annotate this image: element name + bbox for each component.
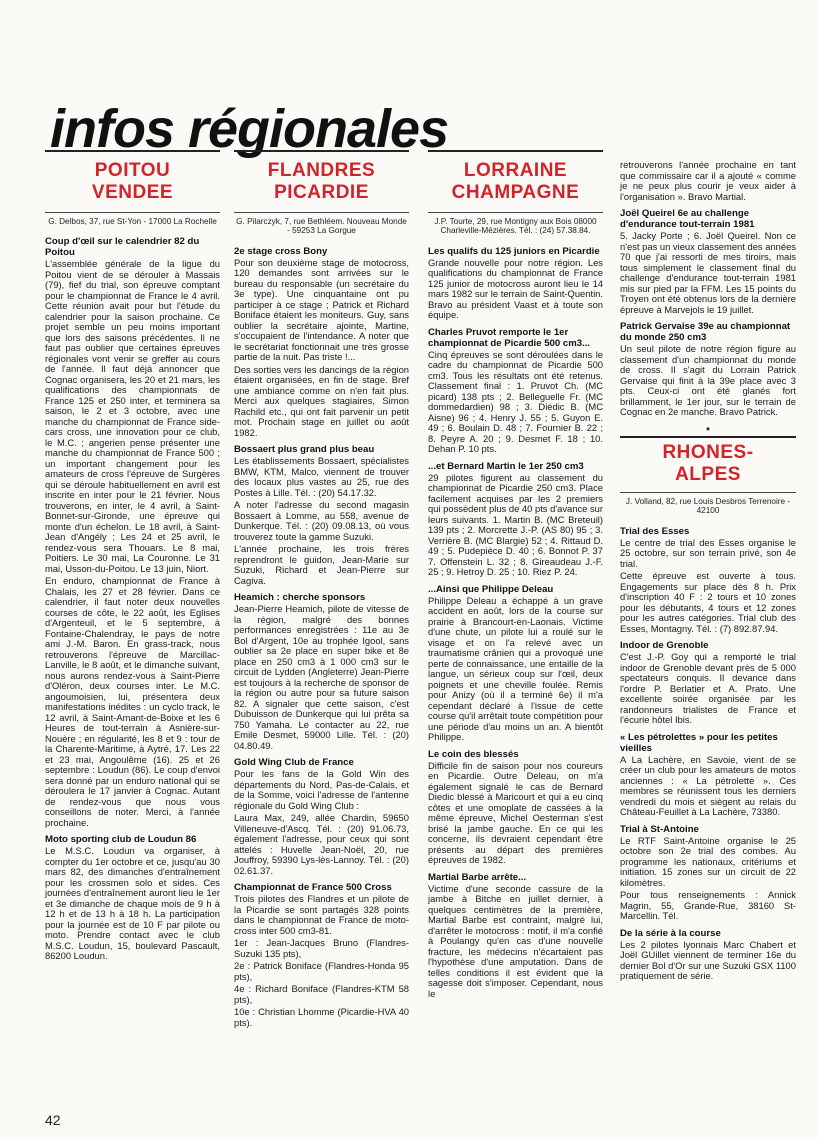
column-lorraine-champagne	[428, 150, 603, 1001]
article-heading: « Les pétrolettes » pour les petites vieilles	[620, 731, 778, 754]
article-heading: Les qualifs du 125 juniors en Picardie	[428, 245, 600, 257]
article-heading: Moto sporting club de Loudun 86	[45, 834, 197, 846]
article-heading: Charles Pruvot remporte le 1er championnat de Picardie 500 cm3...	[428, 326, 591, 349]
region-line: PICARDIE	[274, 182, 369, 203]
divider	[428, 150, 603, 152]
article-paragraph: A La Lachère, en Savoie, vient de se créer un club pour les amateurs de motos anciennes : « La pétrolette ». Ces membres se réunissent tous les derniers vendredi du mois et siègent au relais du Château-Feuillet à La Lachère, 73380.	[620, 753, 796, 818]
article-paragraph: Philippe Deleau a échappé à un grave accident en août, lors de la course sur prairie à Brancourt-en-Laonais. Victime d'une chute, un pilote lui a roulé sur le visage et on l'a relevé avec un traumatisme crânien qui a provoqué une perte de connaissance, une entaille de la langue, un sérieux coup sur l'œil, deux poignets et une cheville foulée. Remis pour Anizy (où il a terminé 6e) il m'a cependant déclaré à l'issue de cette course qu'il arrêtait toute compétition pour une période d'au moins un an. A bientôt Philippe.	[428, 594, 603, 743]
page-title: infos régionales	[50, 99, 449, 159]
region-line: ALPES	[675, 464, 741, 485]
article-paragraph: Pour son deuxième stage de motocross, 120 demandes sont arrivées sur le bureau du responsable (un secrétaire du 3e type). Une cinquantaine ont pu participer à ce stage ; Patrick et Richard Boniface étaient les moniteurs. Guy, sans oublier la secrétaire ajointe, Martine, s'occupaient de l'intendance. A noter que le secrétariat fonctionnait une très grosse partie de la nuit. Pas triste !...	[234, 256, 409, 363]
article-heading: Martial Barbe arrête...	[428, 871, 527, 883]
article-paragraph: A noter l'adresse du second magasin Bossaert à Lomme, au 558, avenue de Dunkerque. Tél. : (20) 09.08.13, où vous trouverez toute la gamme Suzuki.	[234, 499, 409, 542]
region-heading	[620, 442, 796, 486]
article-paragraph: Grande nouvelle pour notre région. Les qualifications du championnat de France 125 junior de motocross auront lieu le 14 mars 1982 sur le terrain de Saint-Quentin. Bravo au président Vaast et à toute son équipe.	[428, 256, 603, 321]
correspondent-contact: G. Delbos, 37, rue St-Yon - 17000 La Rochelle	[45, 212, 220, 226]
article-heading: 2e stage cross Bony	[234, 245, 328, 257]
region-heading	[45, 160, 220, 204]
article-paragraph: Cette épreuve est ouverte à tous. Engagements sur place dès 8 h. Prix d'inscription 40 F : 2 tours et 10 zones pour les débutants, 4 tours et 12 zones pour les autres catégories. Trial club des Esses, Montagny. Tél. : (7) 892.87.94.	[620, 570, 796, 634]
result-line: 2e : Patrick Boniface (Flandres-Honda 95 pts),	[234, 960, 409, 982]
region-line: CHAMPAGNE	[451, 182, 580, 203]
article-heading: Trial à St-Antoine	[620, 823, 699, 835]
result-line: 10e : Christian Lhomme (Picardie-HVA 40 pts).	[234, 1006, 409, 1028]
column-four	[620, 160, 796, 984]
article-paragraph: Des sorties vers les dancings de la région étaient organisées, en fin de stage. Bref une ambiance comme on n'en fait plus. Merci aux quelques stagiaires, Simon Rachild etc., qui ont fait parvenir un petit mot. Prochain stage en juillet ou août 1982.	[234, 363, 409, 438]
article-heading: Indoor de Grenoble	[620, 640, 709, 652]
region-line: LORRAINE	[463, 160, 568, 181]
divider	[620, 436, 796, 438]
article-heading: ...Ainsi que Philippe Deleau	[428, 583, 554, 595]
article-paragraph: Jean-Pierre Heamich, pilote de vitesse de la région, malgré des bonnes performances enregistrées : 11e au 3e Bol d'Argent, 10e au trophée Igool, sans oublier sa 2e place en super bike et 8e place en 250 cm3 à 1 000 cm3 sur le circuit de Lydden (Angleterre) Jean-Pierre est toujours à la recherche de sponsor de la région ou autre pour sa future saison 82. A signaler que cette saison, c'est Dubuisson de Dunkerque qui lui prêta sa 750 Yamaha. Le contacter au 22, rue Emile Desmet, 59000 Lille. Tél. : (20) 04.80.49.	[234, 603, 409, 751]
correspondent-contact: G. Pilarczyk, 7, rue Bethléem. Nouveau Monde - 59253 La Gorgue	[234, 212, 409, 236]
region-line: RHONES-	[662, 442, 754, 463]
column-flandres-picardie	[234, 150, 409, 1030]
region-heading	[234, 160, 409, 204]
separator-bullet: •	[705, 421, 711, 436]
article-paragraph: C'est J.-P. Goy qui a remporté le trial indoor de Grenoble devant près de 5 000 spectateurs conquis. Il devance dans l'ordre P. Berlatier et A. Prato. Une excellente soirée organisée par les randonneurs trialistes de France et l'écurie hôtel Ibis.	[620, 651, 796, 726]
article-paragraph: Le centre de trial des Esses organise le 25 octobre, sur son terrain privé, son 4e trial.	[620, 536, 796, 569]
article-heading: Bossaert plus grand plus beau	[234, 444, 375, 456]
divider	[234, 150, 409, 152]
article-heading: ...et Bernard Martin le 1er 250 cm3	[428, 460, 584, 472]
article-paragraph: Victime d'une seconde cassure de la jambe à Bitche en juillet dernier, à quelques centimètres de la première, Martial Barbe est contraint, malgré lui, d'arrêter le motocross : motif, il m'a confié à Poulangy qu'en cas d'une nouvelle fracture, les médecins n'écartaient pas l'hypothèse d'une amputation. Dans de telles conditions il est évident que la sagesse doit s'imposer. Cependant, nous le	[428, 882, 603, 999]
article-heading: Coup d'œil sur le calendrier 82 du Poitou	[45, 236, 200, 259]
article-heading: Patrick Gervaise 39e au championnat du monde 250 cm3	[620, 321, 791, 343]
correspondent-contact: J. Volland, 82, rue Louis Desbros Terrenoire - 42100	[620, 492, 796, 516]
article-heading: Championnat de France 500 Cross	[234, 882, 392, 894]
result-line: 4e : Richard Boniface (Flandres-KTM 58 pts),	[234, 983, 409, 1005]
article-paragraph: En enduro, championnat de France à Chalais, les 27 et 28 février. Dans ce calendrier, il faut noter deux nouvelles courses de côte, le 22 août, les Eglises d'Argenteuil, et le 5 septembre, à Fontaine-Chalendray, le pays de notre ami J.-M. Baron. En grass-track, nous retrouverons l'épreuve de Marcillac-Lanville, le 8 août, et le dimanche suivant, nous aurons rendez-vous à Saint-Pierre d'Oléron, deux courses inter. Le M.C. angoumoisien, lui, présentera deux manifestations inédites : un cyclo track, le 12 avril, à Saint-Amant-de-Boixe et les 6 Heures de tout-terrain à Asnière-sur-Nouère ; en régularité, les 8 et 9 : tour de la Charente-Maritime, à Aytré, 17. Les 22 et 23 mai, Angoulême (16). 25 et 26 septembre : Loudun (86). Le coup d'envoi sera donné par un enduro national qui se déroulera le 17 janvier à Cognac. Autant de rendez-vous que nous vous conseillons de noter. Merci, à l'année prochaine.	[45, 575, 220, 828]
article-paragraph: L'assemblée générale de la ligue du Poitou vient de se dérouler à Massais (79), fief du trial, son épreuve comptant pour le championnat de France le 4 avril. Cette réunion avait pour but l'étude du calendrier pour la saison prochaine. Ce projet semble un peu moins important que lors des saisons précédentes. Il ne faut pas oublier que certaines épreuves régionales vont venir se greffer au cours de l'année. Il faut déjà annoncer que Cognac organisera, les 20 et 21 mars, les qualifications des championnats de France 125 et 250 inter, et terminera sa saison, le 2 et 3 octobre, avec une manche du championnat de France side-cars cross, une innovation pour ce club, le M.C. ; angerien pense présenter une manche du championnat de France 500 ; un important changement pour les amateurs de cross l'épreuve de Surgères qui se déroule habituellement en avril est inscrite en inter pour le 21 février. Nous trouverons, en inter, le 4 avril, à Saint-Bonnet-sur-Gironde, une épreuve qui monte d'un échelon. Le 18 avril, à Saint-Jean d'Angély ; Les 24 et 25 avril, le rendez-vous sera Thouars. Le 8 mai, Poitiers. Le 30 mai, La Couronne. Le 31 mai, Usson-du-Poitou. Le 13 juin, Niort.	[45, 258, 220, 574]
article-heading: De la série à la course	[620, 927, 721, 939]
article-heading: Gold Wing Club de France	[234, 757, 354, 769]
column-poitou-vendee	[45, 150, 220, 964]
article-paragraph: Trois pilotes des Flandres et un pilote de la Picardie se sont partagés 328 points dans le championnat de France de moto-cross inter 500 cm3-81.	[234, 893, 409, 936]
region-line: FLANDRES	[267, 160, 376, 181]
article-paragraph: Le M.S.C. Loudun va organiser, à compter du 1er octobre et ce, jusqu'au 30 mars 82, des dimanches d'entraînement pour les crossmen solo et sides. Ces journées d'entraînement auront lieu le 1er et 3e dimanche de chaque mois de 9 h à 12 h et de 13 h à 18 h. La participation pour la journée est de 10 F par pilote ou moto. Prendre contact avec le club M.S.C. Loudun, 15, boulevard Pascault, 86200 Loudun.	[45, 845, 220, 962]
article-paragraph: 5. Jacky Porte ; 6. Joël Queirel. Non ce n'est pas un vieux classement des années 70 que j'ai ressorti de mes tiroirs, mais tous simplement le classement final du challenge d'endurance tout-terrain 1981 mis sur pied par la FFM. Les 15 points du Troyen ont été obtenus lors de la dernière épreuve à Marvejols le 19 juillet.	[620, 230, 796, 315]
article-paragraph: Laura Max, 249, allée Chardin, 59650 Villeneuve-d'Ascq. Tél. : (20) 91.06.73, également l'adresse, pour ceux qui sont attelés : Huvelle Jean-Noël, 20, rue Jouffroy, 59390 Lys-lès-Lannoy. Tél. : (20) 02.61.37.	[234, 812, 409, 876]
region-heading	[428, 160, 603, 204]
article-heading: Joël Queirel 6e au challenge d'endurance tout-terrain 1981	[620, 208, 755, 230]
article-heading: Heamich : cherche sponsors	[234, 592, 366, 604]
article-paragraph: Le RTF Saint-Antoine organise le 25 octobre son 2e trial des combes. Au programme les nationaux, critériums et initiation. 15 zones sur un circuit de 22 kilomètres.	[620, 834, 796, 888]
article-paragraph: Les établissements Bossaert, spécialistes BMW, KTM, Malco, viennent de trouver des locaux plus vastes au 25, rue des Postes à Lille. Tél. : (20) 54.17.32.	[234, 455, 409, 498]
region-line: POITOU	[94, 160, 171, 181]
article-heading: Trial des Esses	[620, 525, 690, 537]
result-line: 1er : Jean-Jacques Bruno (Flandres-Suzuki 135 pts),	[234, 937, 409, 959]
page-number: 42	[45, 1112, 61, 1128]
article-paragraph: Cinq épreuves se sont déroulées dans le cadre du championnat de Picardie 500 cm3. Tous les résultats ont été retenus. Classement final : 1. Pruvot Ch. (MC picard) 138 pts ; 2. Belleguelle Fr. (MC dommedardien) 98 ; 3. Diédic B. (MC Aisne) 96 ; 4. Henry J. 55 ; 5. Guyon E. 49 ; 6. Boulain D. 48 ; 7. Fournier B. 22 ; 8. Peyre A. 20 ; 9. Desmet F. 18 ; 10. Dehan P. 10 pts.	[428, 348, 603, 455]
article-paragraph: 29 pilotes figurent au classement du championnat de Picardie 250 cm3. Place facilement acquises par les 2 premiers qui possèdent plus de 40 pts d'avance sur leurs suivants. 1. Martin B. (MC Breteuil) 139 pts ; 2. Morcrette J.-P. (AS 80) 95 ; 3. Verrière B. (MC Blargie) 52 ; 4. Rittaud D. 49 ; 5. Pudepièce D. 40 ; 6. Bonnot P. 37 7. Offenstein L. 32 ; 8. Gireaudeau J.-F. 25 ; 9. Hetroy D. 25 ; 10. Riez P. 24.	[428, 471, 603, 578]
article-paragraph: Pour tous renseignements : Annick Magrin, 55, Grande-Rue, 38160 St-Marcellin. Tél.	[620, 889, 796, 922]
article-paragraph: retrouverons l'année prochaine en tant que commissaire car il a ajouté « comme je ne peux plus courir je veux aider à l'organisation ». Bravo Martial.	[620, 159, 796, 202]
divider	[45, 150, 220, 152]
article-paragraph: Un seul pilote de notre région figure au classement d'un championnat du monde de cross. Il s'agit du Lorrain Patrick Gervaise qui finit à la 39e place avec 3 pts. Ceux-ci ont été glanés fort brillamment, le 1er jour, sur le terrain de Cognac en 2e manche. Bravo Patrick.	[620, 343, 796, 417]
article-paragraph: Difficile fin de saison pour nos coureurs en Picardie. Outre Deleau, on m'a également signalé le cas de Bernard Diedic blessé à Maricourt et qui a eu cinq côtes et une omoplate de cassées à la même épreuve, Michel Oesterman s'est brisé la jambe gauche. En ce qui les concerne, ils devraient cependant être présents au départ des premières épreuves de 1982.	[428, 759, 603, 866]
article-paragraph: Pour les fans de la Gold Win des départements du Nord, Pas-de-Calais, et de la Somme, voici l'adresse de l'antenne régionale du Gold Wing Club :	[234, 768, 409, 811]
article-paragraph: L'année prochaine, les trois frères reprendront le guidon, Jean-Marie sur Suzuki, Richard et Jean-Pierre sur Cagiva.	[234, 543, 409, 586]
region-line: VENDEE	[91, 182, 174, 203]
article-paragraph: Les 2 pilotes lyonnais Marc Chabert et Joël GUillet viennent de terminer 16e du dernier Bol d'Or sur une Suzuki GSX 1100 pratiquement de série.	[620, 938, 796, 982]
correspondent-contact: J.P. Tourte, 29, rue Montigny aux Bois 08000 Charleville-Mézières. Tél. : (24) 57.38.84.	[428, 212, 603, 236]
article-heading: Le coin des blessés	[428, 748, 519, 760]
